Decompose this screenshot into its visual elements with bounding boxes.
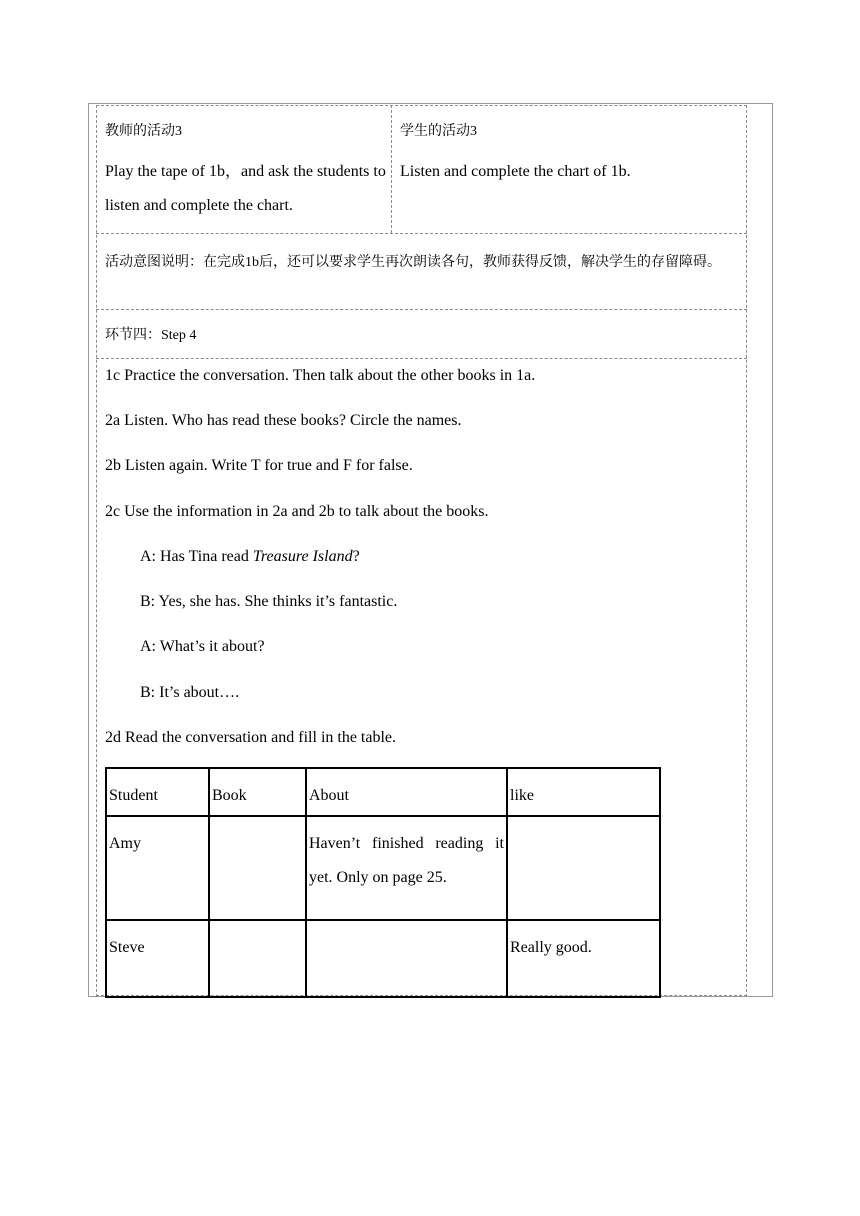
cell-like bbox=[507, 816, 660, 920]
table-header-row bbox=[106, 768, 660, 816]
row-divider bbox=[96, 233, 747, 234]
row-divider bbox=[96, 358, 747, 359]
cell-like: Really good. bbox=[507, 920, 660, 997]
book-title: Treasure Island bbox=[252, 548, 353, 565]
task-1c: 1c Practice the conversation. Then talk about the other books in 1a. bbox=[105, 367, 536, 384]
dialogue-line-3: A: What’s it about? bbox=[140, 638, 265, 655]
cell-about bbox=[306, 920, 507, 997]
table-intro: 2d Read the conversation and fill in the table. bbox=[105, 729, 397, 746]
cell-student: Steve bbox=[106, 920, 209, 997]
dialogue-line-4: B: It’s about…. bbox=[140, 684, 240, 701]
task-2c: 2c Use the information in 2a and 2b to talk about the books. bbox=[105, 503, 489, 520]
row-divider bbox=[96, 309, 747, 310]
cell-book bbox=[209, 816, 306, 920]
teacher-activity-text: Play the tape of 1b，and ask the students to listen and complete the chart. bbox=[105, 163, 386, 214]
task-2b: 2b Listen again. Write T for true and F for false. bbox=[105, 457, 413, 474]
table-row bbox=[106, 920, 660, 997]
task-2a: 2a Listen. Who has read these books? Circle the names. bbox=[105, 412, 462, 429]
table-row bbox=[106, 816, 660, 920]
activity-intent-note: 活动意图说明：在完成1b后，还可以要求学生再次朗读各句，教师获得反馈，解决学生的存留障碍。 bbox=[105, 255, 721, 270]
cell-book bbox=[209, 920, 306, 997]
row-divider bbox=[96, 105, 747, 106]
fill-in-table bbox=[105, 767, 661, 998]
dialogue-line-2: B: Yes, she has. She thinks it’s fantastic. bbox=[140, 593, 398, 610]
student-activity-text: Listen and complete the chart of 1b. bbox=[400, 163, 631, 180]
cell-student: Amy bbox=[106, 816, 209, 920]
header-student: Student bbox=[106, 768, 209, 816]
column-divider bbox=[391, 105, 392, 233]
header-book: Book bbox=[209, 768, 306, 816]
step-heading: 环节四：Step 4 bbox=[105, 328, 197, 343]
student-activity-heading: 学生的活动3 bbox=[400, 124, 477, 139]
cell-about: Haven’t finished reading it yet. Only on page 25. bbox=[306, 816, 507, 920]
dialogue-line-1: A: Has Tina read Treasure Island? bbox=[140, 548, 360, 565]
teacher-activity-heading: 教师的活动3 bbox=[105, 124, 182, 139]
header-like: like bbox=[507, 768, 660, 816]
header-about: About bbox=[306, 768, 507, 816]
